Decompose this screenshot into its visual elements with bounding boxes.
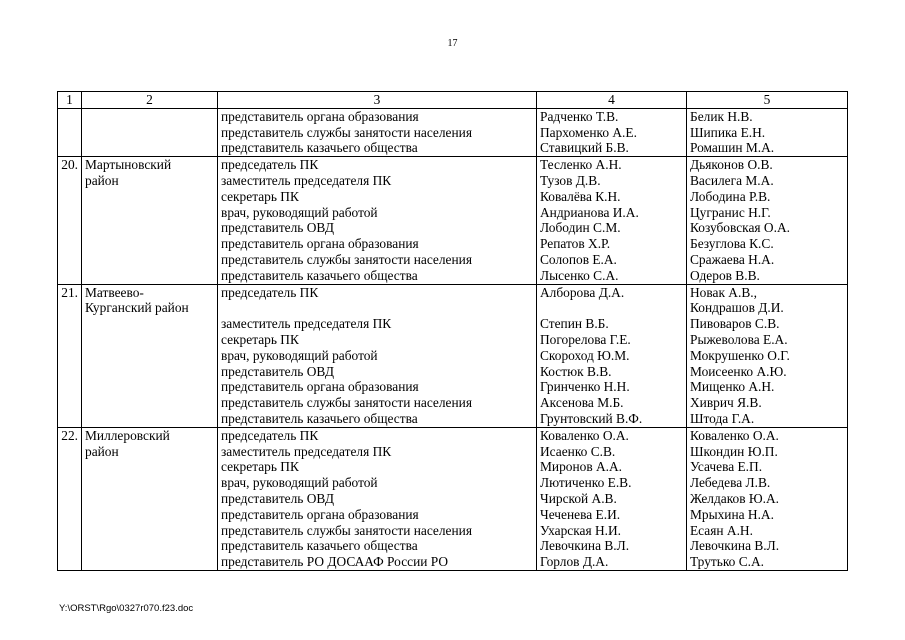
reserve-name: Одеров В.В. bbox=[690, 267, 760, 283]
member-name: Лысенко С.А. bbox=[540, 267, 619, 283]
district-name: район bbox=[85, 443, 119, 459]
role-line: секретарь ПК bbox=[221, 459, 299, 475]
members-cell bbox=[537, 284, 687, 427]
reserve-name: Штода Г.А. bbox=[690, 410, 755, 426]
row-number: 20. bbox=[58, 157, 82, 284]
district-name: Матвеево- bbox=[85, 284, 144, 300]
reserve-name: Моисеенко А.Ю. bbox=[690, 363, 787, 379]
role-line bbox=[221, 300, 533, 316]
member-name: Радченко Т.В. bbox=[540, 108, 619, 124]
reserve-name: Шипика Е.Н. bbox=[690, 124, 766, 140]
role-line: заместитель председателя ПК bbox=[221, 443, 392, 459]
member-name: Лободин С.М. bbox=[540, 220, 621, 236]
district-name: Мартыновский bbox=[85, 157, 172, 173]
member-name: Исаенко С.В. bbox=[540, 443, 616, 459]
role-line: представитель ОВД bbox=[221, 490, 334, 506]
table-row bbox=[58, 157, 848, 284]
reserve-name: Трутько С.А. bbox=[690, 554, 765, 570]
row-number: 22. bbox=[58, 427, 82, 570]
table-row bbox=[58, 427, 848, 570]
role-line: представитель РО ДОСААФ России РО bbox=[221, 554, 449, 570]
role-line: врач, руководящий работой bbox=[221, 204, 378, 220]
reserve-name: Рыжеволова Е.А. bbox=[690, 331, 788, 347]
reserve-name: Коваленко О.А. bbox=[690, 427, 779, 443]
member-name: Тузов Д.В. bbox=[540, 172, 601, 188]
role-line: представитель органа образования bbox=[221, 506, 419, 522]
reserve-name: Ромашин М.А. bbox=[690, 140, 775, 156]
header-col-2: 2 bbox=[82, 92, 218, 109]
reserves-cell bbox=[687, 108, 848, 156]
role-line: представитель службы занятости населения bbox=[221, 251, 472, 267]
file-path-footer: Y:\ORST\Rgo\0327r070.f23.doc bbox=[59, 603, 194, 614]
members-cell bbox=[537, 108, 687, 156]
role-line: секретарь ПК bbox=[221, 188, 299, 204]
member-name: Погорелова Г.Е. bbox=[540, 331, 631, 347]
role-line: представитель службы занятости населения bbox=[221, 395, 472, 411]
member-name bbox=[540, 300, 683, 316]
reserve-name: Сражаева Н.А. bbox=[690, 251, 775, 267]
role-line: секретарь ПК bbox=[221, 331, 299, 347]
role-line: председатель ПК bbox=[221, 427, 319, 443]
member-name: Аксенова М.Б. bbox=[540, 395, 624, 411]
member-name: Пархоменко А.Е. bbox=[540, 124, 637, 140]
member-name: Тесленко А.Н. bbox=[540, 157, 622, 173]
reserve-name: Усачева Е.П. bbox=[690, 459, 763, 475]
row-number: 21. bbox=[58, 284, 82, 427]
reserve-name: Новак А.В., bbox=[690, 284, 757, 300]
member-name: Ковалёва К.Н. bbox=[540, 188, 621, 204]
reserve-name: Кондрашов Д.И. bbox=[690, 300, 784, 316]
district-cell bbox=[82, 108, 218, 156]
role-line: представитель казачьего общества bbox=[221, 140, 418, 156]
role-line: врач, руководящий работой bbox=[221, 347, 378, 363]
member-name: Левочкина В.Л. bbox=[540, 538, 630, 554]
member-name: Чирской А.В. bbox=[540, 490, 617, 506]
member-name: Андрианова И.А. bbox=[540, 204, 639, 220]
reserve-name: Цугранис Н.Г. bbox=[690, 204, 771, 220]
role-line: представитель казачьего общества bbox=[221, 267, 418, 283]
header-col-1: 1 bbox=[58, 92, 82, 109]
roles-cell bbox=[218, 108, 537, 156]
role-line: представитель казачьего общества bbox=[221, 538, 418, 554]
member-name: Степин В.Б. bbox=[540, 316, 609, 332]
reserve-name: Желдаков Ю.А. bbox=[690, 490, 780, 506]
reserve-name: Василега М.А. bbox=[690, 172, 774, 188]
role-line: заместитель председателя ПК bbox=[221, 172, 392, 188]
reserve-name: Мищенко А.Н. bbox=[690, 379, 775, 395]
role-line: представитель ОВД bbox=[221, 363, 334, 379]
role-line: председатель ПК bbox=[221, 157, 319, 173]
member-name: Чеченева Е.И. bbox=[540, 506, 621, 522]
member-name: Скороход Ю.М. bbox=[540, 347, 630, 363]
reserve-name: Пивоваров С.В. bbox=[690, 316, 780, 332]
member-name: Солопов Е.А. bbox=[540, 251, 617, 267]
district-name: район bbox=[85, 172, 119, 188]
district-cell bbox=[82, 157, 218, 284]
members-cell bbox=[537, 427, 687, 570]
reserve-name: Шкондин Ю.П. bbox=[690, 443, 778, 459]
reserve-name: Дьяконов О.В. bbox=[690, 157, 773, 173]
table-header-row bbox=[58, 92, 848, 109]
district-cell bbox=[82, 284, 218, 427]
table-body bbox=[58, 108, 848, 570]
roles-cell bbox=[218, 157, 537, 284]
roles-cell bbox=[218, 284, 537, 427]
district-name: Курганский район bbox=[85, 300, 189, 316]
role-line: представитель ОВД bbox=[221, 220, 334, 236]
member-name: Ставицкий Б.В. bbox=[540, 140, 629, 156]
commission-table bbox=[57, 91, 848, 571]
reserve-name: Козубовская О.А. bbox=[690, 220, 790, 236]
role-line: представитель службы занятости населения bbox=[221, 124, 472, 140]
role-line: представитель органа образования bbox=[221, 379, 419, 395]
reserve-name: Хиврич Я.В. bbox=[690, 395, 762, 411]
reserves-cell bbox=[687, 427, 848, 570]
role-line: представитель органа образования bbox=[221, 108, 419, 124]
member-name: Коваленко О.А. bbox=[540, 427, 629, 443]
header-col-3: 3 bbox=[218, 92, 537, 109]
member-name: Гринченко Н.Н. bbox=[540, 379, 630, 395]
reserve-name: Лободина Р.В. bbox=[690, 188, 771, 204]
reserve-name: Мокрушенко О.Г. bbox=[690, 347, 790, 363]
table-row bbox=[58, 108, 848, 156]
member-name: Лютиченко Е.В. bbox=[540, 475, 632, 491]
reserve-name: Белик Н.В. bbox=[690, 108, 753, 124]
member-name: Миронов А.А. bbox=[540, 459, 623, 475]
member-name: Репатов Х.Р. bbox=[540, 236, 611, 252]
reserve-name: Есаян А.Н. bbox=[690, 522, 753, 538]
member-name: Костюк В.В. bbox=[540, 363, 612, 379]
member-name: Алборова Д.А. bbox=[540, 284, 625, 300]
role-line: заместитель председателя ПК bbox=[221, 316, 392, 332]
roles-cell bbox=[218, 427, 537, 570]
role-line: представитель казачьего общества bbox=[221, 410, 418, 426]
reserve-name: Лебедева Л.В. bbox=[690, 475, 771, 491]
table-row bbox=[58, 284, 848, 427]
header-col-4: 4 bbox=[537, 92, 687, 109]
role-line: председатель ПК bbox=[221, 284, 319, 300]
reserve-name: Безуглова К.С. bbox=[690, 236, 774, 252]
reserves-cell bbox=[687, 284, 848, 427]
member-name: Горлов Д.А. bbox=[540, 554, 609, 570]
reserves-cell bbox=[687, 157, 848, 284]
header-col-5: 5 bbox=[687, 92, 848, 109]
district-cell bbox=[82, 427, 218, 570]
row-number bbox=[58, 108, 82, 156]
member-name: Ухарская Н.И. bbox=[540, 522, 622, 538]
member-name: Грунтовский В.Ф. bbox=[540, 410, 643, 426]
reserve-name: Мрыхина Н.А. bbox=[690, 506, 774, 522]
role-line: представитель службы занятости населения bbox=[221, 522, 472, 538]
district-name: Миллеровский bbox=[85, 427, 170, 443]
reserve-name: Левочкина В.Л. bbox=[690, 538, 780, 554]
role-line: представитель органа образования bbox=[221, 236, 419, 252]
role-line: врач, руководящий работой bbox=[221, 475, 378, 491]
page-number: 17 bbox=[447, 38, 458, 49]
members-cell bbox=[537, 157, 687, 284]
